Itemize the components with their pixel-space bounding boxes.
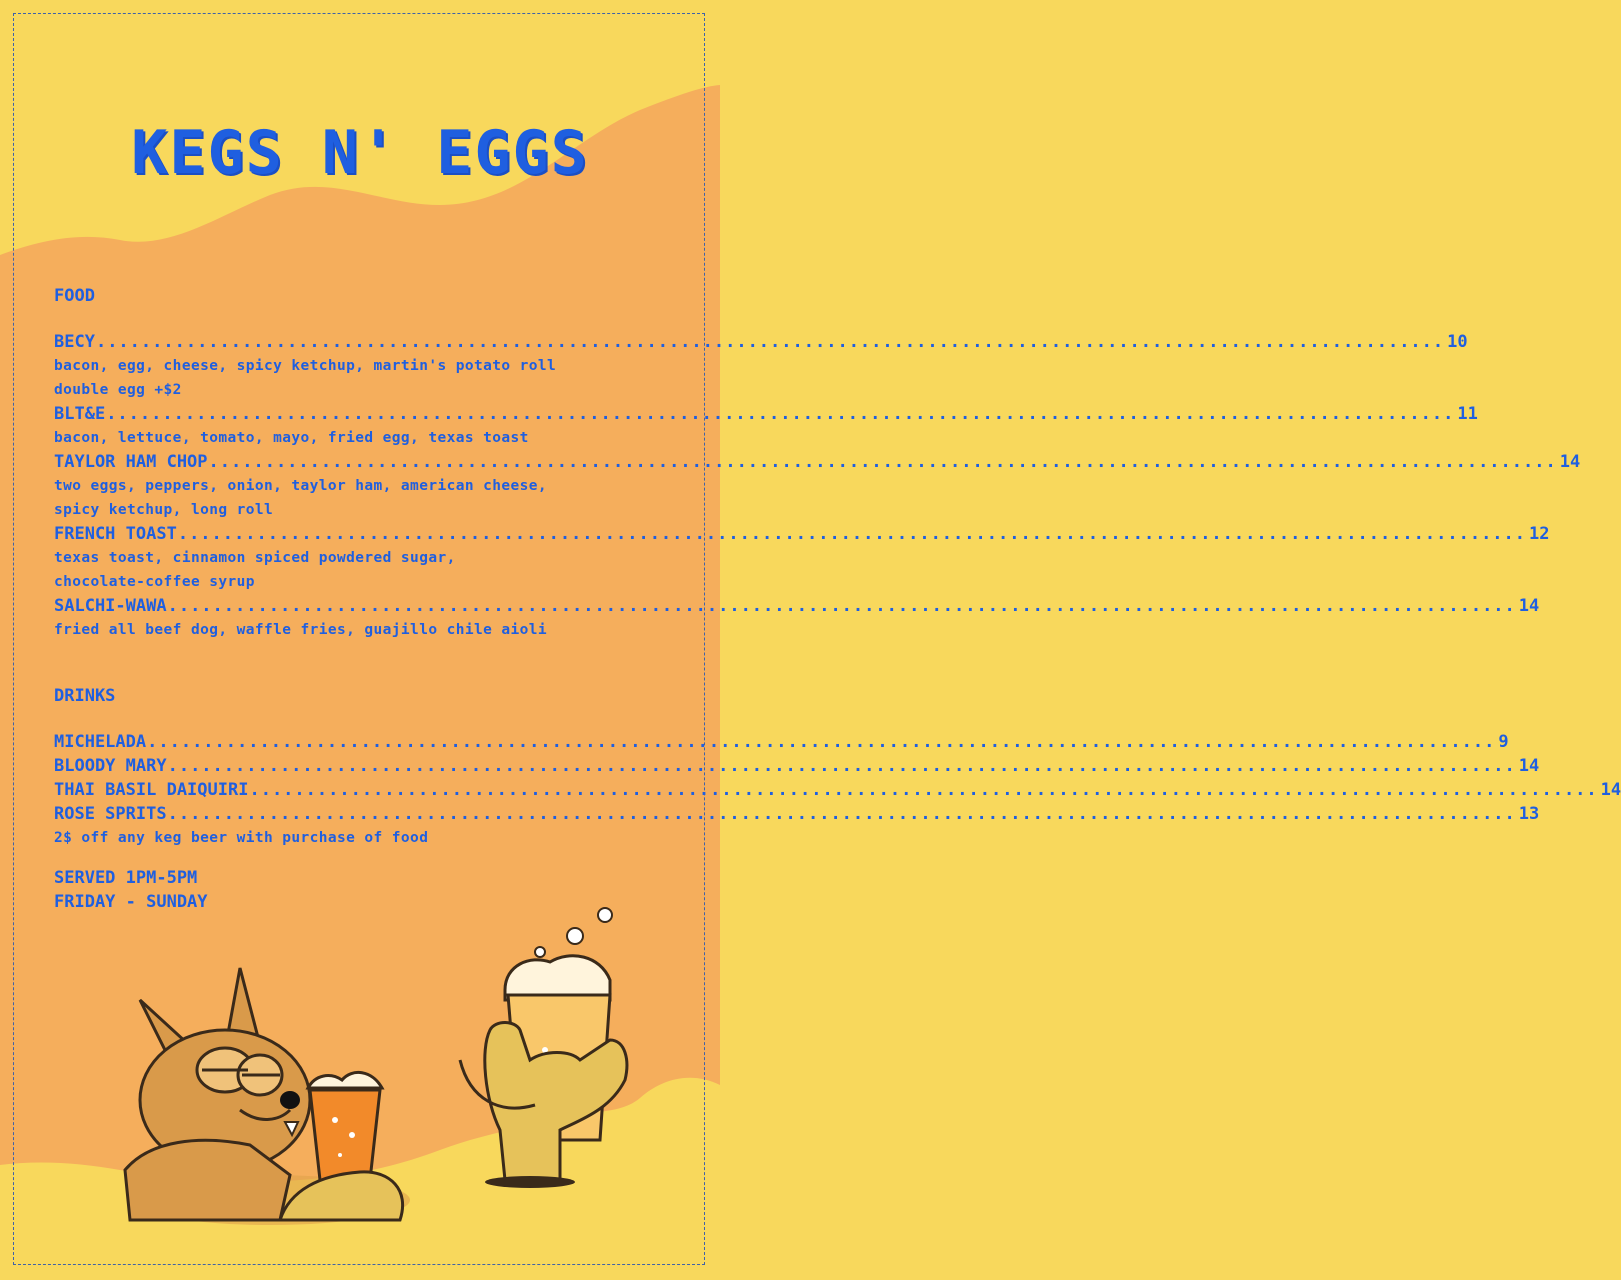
food-item [54,330,1468,354]
drinks-note: 2$ off any keg beer with purchase of food [54,830,429,846]
drink-item-price: 9 [1498,732,1509,752]
food-item [54,450,1581,474]
food-item-description: two eggs, peppers, onion, taylor ham, american cheese, [54,478,548,494]
food-list [54,330,1581,642]
drink-item-price: 13 [1518,804,1540,824]
drink-item [54,754,1540,778]
drink-item-price: 14 [1518,756,1540,776]
drinks-heading: DRINKS [54,686,116,706]
food-item-price: 10 [1447,332,1468,352]
drink-item-name: BLOODY MARY [54,756,167,776]
dot-leader: ........................................................................................................................ [249,780,1598,800]
food-item-name: SALCHI-WAWA [54,596,167,616]
food-item [54,594,1540,618]
food-item-description: fried all beef dog, waffle fries, guajillo chile aioli [54,622,548,638]
hand-holding-beer-illustration [450,900,640,1190]
menu [54,282,1621,914]
drink-item-price: 14 [1600,780,1621,800]
dot-leader: ........................................................................................................................ [167,756,1516,776]
dot-leader: ........................................................................................................................ [147,732,1496,752]
food-item-name: BECY [54,332,95,352]
dot-leader: ........................................................................................................................ [106,404,1455,424]
food-item-price: 14 [1559,452,1581,472]
food-item-name: TAYLOR HAM CHOP [54,452,208,472]
food-item-price: 11 [1457,404,1478,424]
food-item-description: texas toast, cinnamon spiced powdered sugar, [54,550,456,566]
drink-item-name: ROSE SPRITS [54,804,167,824]
food-item-description: double egg +$2 [54,382,182,398]
drink-item [54,778,1621,802]
drink-item-name: THAI BASIL DAIQUIRI [54,780,249,800]
dot-leader: ........................................................................................................................ [167,596,1516,616]
hours-line-2: FRIDAY - SUNDAY [54,892,208,912]
food-item-price: 14 [1518,596,1540,616]
food-heading: FOOD [54,286,95,306]
food-item-name: BLT&E [54,404,106,424]
drink-item [54,802,1540,826]
page-title: KEGS N' EGGS [131,118,589,188]
food-item-description: bacon, lettuce, tomato, mayo, fried egg, texas toast [54,430,529,446]
food-item-price: 12 [1529,524,1550,544]
hours-line-1: SERVED 1PM-5PM [54,868,198,888]
dot-leader: ........................................................................................................................ [167,804,1516,824]
cartoon-cat-with-beer-illustration [120,960,420,1230]
food-item [54,402,1478,426]
dot-leader: ........................................................................................................................ [208,452,1557,472]
dot-leader: ........................................................................................................................ [177,524,1527,544]
food-item [54,522,1550,546]
drinks-list [54,730,1621,826]
drink-item [54,730,1509,754]
food-item-description: bacon, egg, cheese, spicy ketchup, martin's potato roll [54,358,557,374]
dot-leader: ........................................................................................................................ [95,332,1445,352]
food-item-name: FRENCH TOAST [54,524,177,544]
food-item-description: spicy ketchup, long roll [54,502,274,518]
food-item-description: chocolate-coffee syrup [54,574,255,590]
drink-item-name: MICHELADA [54,732,147,752]
